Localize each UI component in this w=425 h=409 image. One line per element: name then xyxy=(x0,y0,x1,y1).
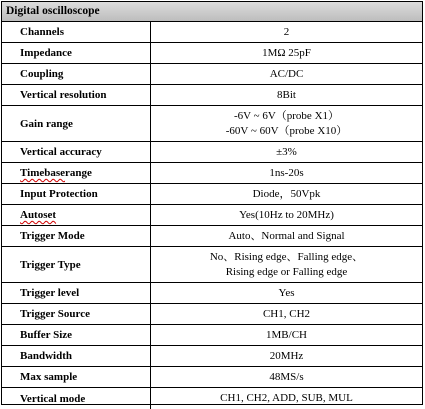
spec-label: Trigger Source xyxy=(2,304,151,324)
spec-value-line: CH1, CH2, ADD, SUB, MUL xyxy=(220,392,353,405)
spec-label: Channels xyxy=(2,22,151,42)
spec-value xyxy=(151,106,422,141)
spec-value xyxy=(151,325,422,345)
table-row xyxy=(2,367,422,388)
spec-label: Autoset xyxy=(2,205,151,225)
table-row xyxy=(2,142,422,163)
spec-label: Trigger Type xyxy=(2,247,151,282)
spec-value xyxy=(151,22,422,42)
table-row xyxy=(2,325,422,346)
spec-label: Vertical accuracy xyxy=(2,142,151,162)
spec-value-line: CH1, CH2 xyxy=(262,307,311,320)
table-title: Digital oscilloscope xyxy=(2,2,422,22)
spec-value xyxy=(151,367,422,387)
spec-label: Timebase range xyxy=(2,163,151,183)
table-row xyxy=(2,283,422,304)
spec-label: Impedance xyxy=(2,43,151,63)
spec-value-line: 1ns-20s xyxy=(269,166,304,179)
spec-value xyxy=(151,85,422,105)
spec-value xyxy=(151,205,422,225)
spec-value-line: AC/DC xyxy=(269,67,304,80)
spec-value-line: Diode，50Vpk xyxy=(252,187,321,200)
spec-value xyxy=(151,247,422,282)
table-row xyxy=(2,106,422,142)
spec-value-line: 1MB/CH xyxy=(266,328,307,341)
spec-value-line: Yes(10Hz to 20MHz) xyxy=(239,208,334,221)
spec-label: Trigger Mode xyxy=(2,226,151,246)
spec-label: Vertical mode xyxy=(2,388,151,409)
spec-label: Bandwidth xyxy=(2,346,151,366)
spec-rows xyxy=(2,22,422,409)
spec-value-line: -60V ~ 60V（probe X10） xyxy=(225,124,348,137)
spec-value-line: Auto、Normal and Signal xyxy=(228,229,345,242)
spec-value-line: ±3% xyxy=(276,145,297,158)
spec-label: Trigger level xyxy=(2,283,151,303)
spec-value-line: 1MΩ 25pF xyxy=(262,46,311,59)
table-row xyxy=(2,226,422,247)
table-row xyxy=(2,163,422,184)
spec-value xyxy=(151,43,422,63)
spec-label: Max sample xyxy=(2,367,151,387)
spec-value xyxy=(151,142,422,162)
spec-value-line: Rising edge or Falling edge xyxy=(225,265,348,278)
spec-value xyxy=(151,163,422,183)
spec-value-line: -6V ~ 6V（probe X1） xyxy=(233,110,340,122)
table-row xyxy=(2,205,422,226)
spec-label: Vertical resolution xyxy=(2,85,151,105)
spec-value-line: 20MHz xyxy=(269,349,304,362)
spec-value xyxy=(151,346,422,366)
spec-label: Input Protection xyxy=(2,184,151,204)
table-row xyxy=(2,184,422,205)
spec-label: Coupling xyxy=(2,64,151,84)
spec-value-line: Yes xyxy=(278,286,295,299)
spec-label: Gain range xyxy=(2,106,151,141)
spec-value-line: No、Rising edge、Falling edge、 xyxy=(209,251,364,263)
table-row xyxy=(2,247,422,283)
table-row xyxy=(2,43,422,64)
table-row xyxy=(2,85,422,106)
spec-value xyxy=(151,184,422,204)
table-row xyxy=(2,64,422,85)
table-row xyxy=(2,22,422,43)
spec-value xyxy=(151,304,422,324)
table-row xyxy=(2,304,422,325)
spec-value-line: 48MS/s xyxy=(269,370,304,383)
spec-value-line: 8Bit xyxy=(277,88,296,101)
spec-value xyxy=(151,64,422,84)
table-row xyxy=(2,346,422,367)
spec-value xyxy=(151,283,422,303)
spec-label: Buffer Size xyxy=(2,325,151,345)
spec-value xyxy=(151,226,422,246)
spec-value-line: 2 xyxy=(283,25,290,38)
spec-table xyxy=(1,1,423,405)
